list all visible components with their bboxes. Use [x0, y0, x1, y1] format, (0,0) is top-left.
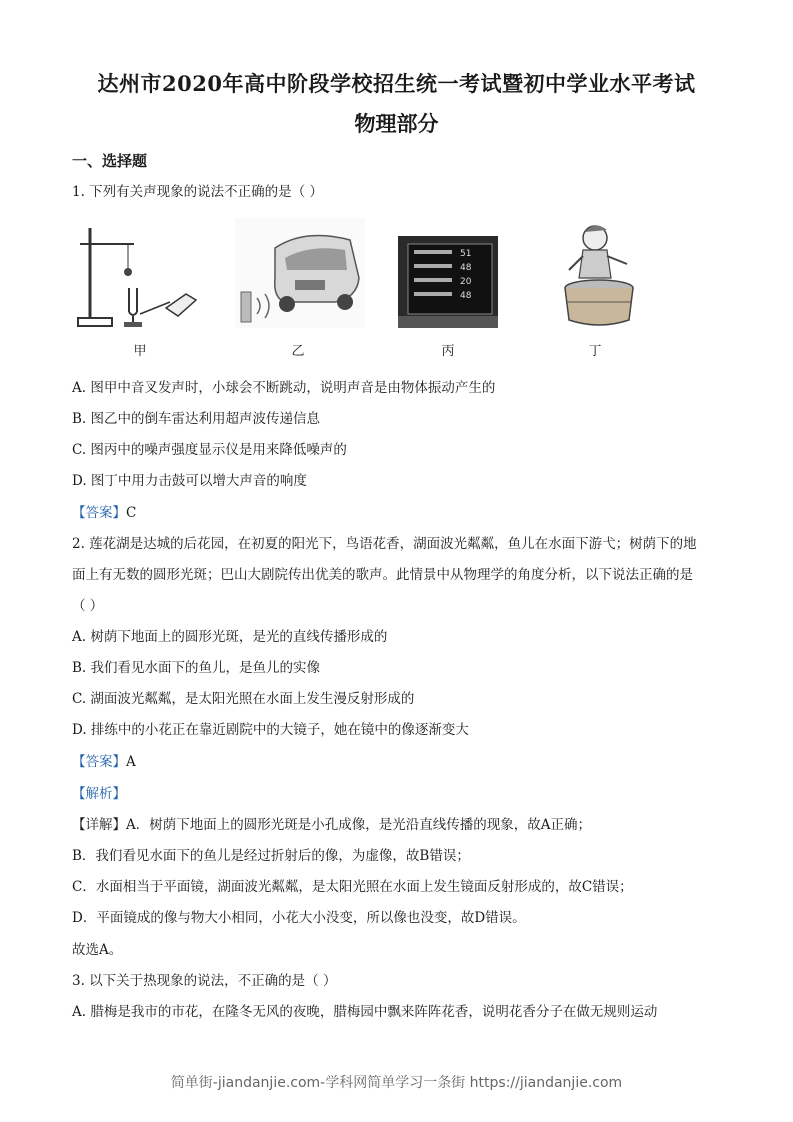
q2-detail-tag: 【详解】 [72, 817, 126, 833]
q2-stem-line-3: （ ） [72, 598, 104, 614]
q2-stem-line-2: 面上有无数的圆形光斑；巴山大剧院传出优美的歌声。此情景中从物理学的角度分析，以下说法正确的是 [72, 567, 693, 583]
q2-analysis-tag: 【解析】 [72, 786, 126, 802]
q2-option-d: D. 排练中的小花正在靠近剧院中的大镜子，她在镜中的像逐渐变大 [72, 722, 469, 738]
q3-stem: 3. 以下关于热现象的说法，不正确的是（ ） [72, 973, 337, 989]
q2-option-a: A. 树荫下地面上的圆形光斑，是光的直线传播形成的 [72, 629, 388, 645]
display-value-1: 51 [460, 249, 472, 259]
figure-ding-drummer [555, 220, 645, 330]
q2-option-b: B. 我们看见水面下的鱼儿，是鱼儿的实像 [72, 660, 321, 676]
q1-stem: 1. 下列有关声现象的说法不正确的是（ ） [72, 184, 323, 200]
q2-detail-line-5: 故选A。 [72, 942, 123, 958]
caption-yi: 乙 [291, 344, 305, 359]
caption-bing: 丙 [441, 344, 455, 359]
q1-option-c: C. 图丙中的噪声强度显示仪是用来降低噪声的 [72, 442, 347, 458]
exam-title: 达州市2020年高中阶段学校招生统一考试暨初中学业水平考试 [97, 71, 696, 96]
display-value-2: 48 [460, 263, 472, 273]
section-heading: 一、选择题 [72, 152, 148, 170]
q2-analysis [72, 784, 126, 804]
q2-option-c: C. 湖面波光粼粼，是太阳光照在水面上发生漫反射形成的 [72, 691, 415, 707]
q2-detail-line-1 [72, 815, 591, 835]
q1-answer-value: C [126, 505, 137, 521]
exam-subtitle: 物理部分 [354, 111, 439, 136]
figure-yi-car-radar [235, 218, 365, 328]
q2-detail-line-4: D．平面镜成的像与物大小相同，小花大小没变，所以像也没变，故D错误。 [72, 910, 526, 926]
q1-answer-tag: 【答案】 [72, 505, 126, 521]
display-value-3: 20 [460, 277, 472, 287]
figure-jia-tuning-fork [74, 222, 204, 332]
q1-answer [72, 503, 136, 523]
display-value-4: 48 [460, 291, 472, 301]
figure-bing-noise-display [398, 236, 498, 328]
q2-detail-line-2: B．我们看见水面下的鱼儿是经过折射后的像，为虚像，故B错误； [72, 848, 470, 864]
caption-jia: 甲 [133, 344, 147, 359]
q2-answer-tag: 【答案】 [72, 754, 126, 770]
q2-stem-line-1: 2. 莲花湖是达城的后花园，在初夏的阳光下，鸟语花香，湖面波光粼粼，鱼儿在水面下游弋；树荫下的地 [72, 536, 697, 552]
q3-option-a: A. 腊梅是我市的市花，在隆冬无风的夜晚，腊梅园中飘来阵阵花香，说明花香分子在做无规则运动 [72, 1004, 658, 1020]
q2-answer-value: A [126, 754, 136, 770]
page-footer: 简单街-jiandanjie.com-学科网简单学习一条街 https://jiandanjie.com [170, 1075, 623, 1091]
q1-option-a: A. 图甲中音叉发声时，小球会不断跳动，说明声音是由物体振动产生的 [72, 380, 496, 396]
q2-answer [72, 752, 136, 772]
q1-option-d: D. 图丁中用力击鼓可以增大声音的响度 [72, 473, 307, 489]
q2-detail-line-3: C．水面相当于平面镜，湖面波光粼粼，是太阳光照在水面上发生镜面反射形成的，故C错误； [72, 879, 633, 895]
q2-detail-text-1: A．树荫下地面上的圆形光斑是小孔成像，是光沿直线传播的现象，故A正确； [126, 817, 591, 833]
q1-option-b: B. 图乙中的倒车雷达利用超声波传递信息 [72, 411, 321, 427]
caption-ding: 丁 [588, 344, 602, 359]
